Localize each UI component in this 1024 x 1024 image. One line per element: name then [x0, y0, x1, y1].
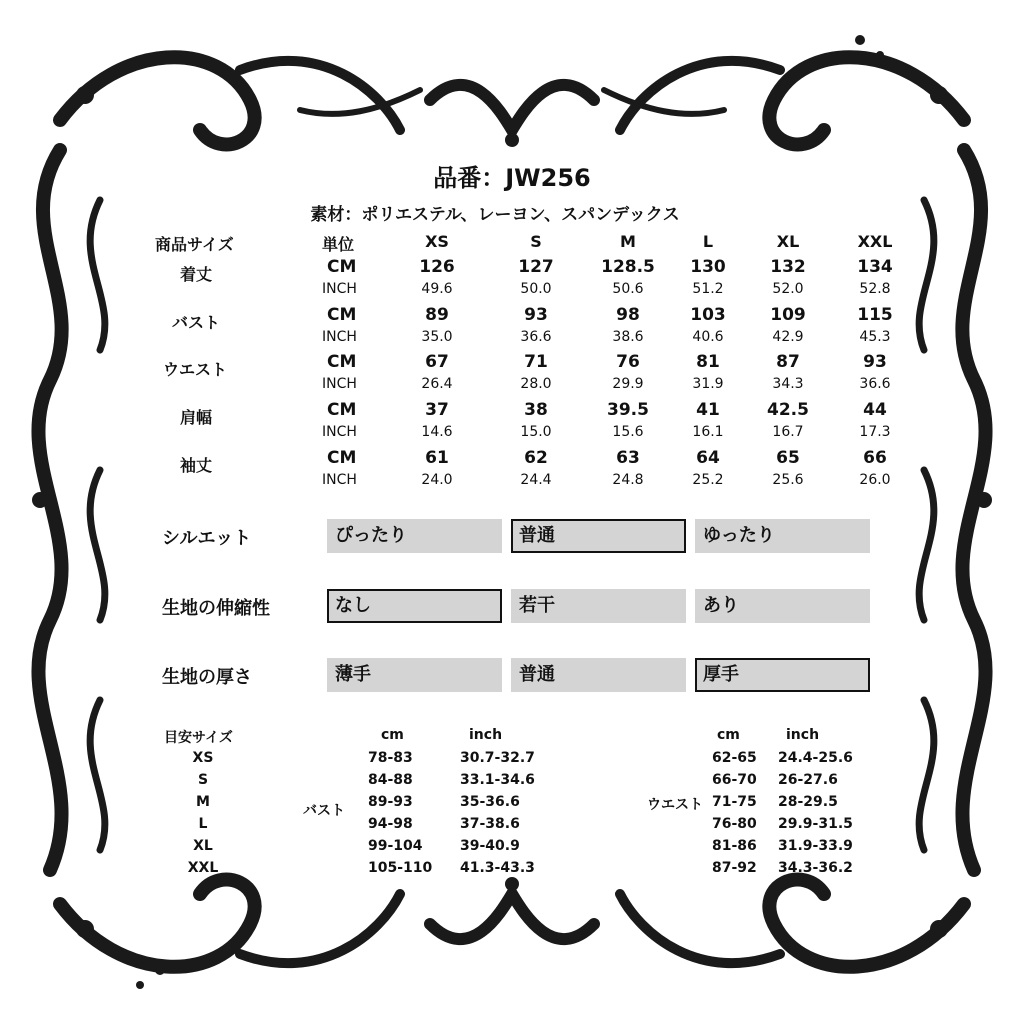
attribute-option: あり [695, 589, 870, 623]
cm-value: 128.5 [601, 257, 655, 277]
guide-size: XL [193, 838, 213, 854]
waist-cm-value: 62-65 [712, 750, 757, 766]
cm-value: 61 [425, 448, 449, 468]
measure-label: 肩幅 [180, 408, 213, 427]
attribute-option: 若干 [511, 589, 686, 623]
inch-value: 36.6 [859, 376, 891, 392]
cm-value: 38 [524, 400, 548, 420]
inch-value: 40.6 [692, 329, 724, 345]
cm-value: 93 [524, 305, 548, 325]
unit-cm-label: CM [327, 305, 357, 325]
bust-cm-value: 99-104 [368, 838, 423, 854]
inch-value: 15.6 [612, 424, 644, 440]
bust-cm-value: 89-93 [368, 794, 413, 810]
inch-value: 35.0 [421, 329, 453, 345]
unit-header-label: 単位 [322, 235, 355, 254]
cm-value: 115 [857, 305, 893, 325]
cm-value: 109 [770, 305, 806, 325]
bust-inch-header: inch [469, 727, 503, 743]
inch-value: 34.3 [772, 376, 804, 392]
inch-value: 24.0 [421, 472, 453, 488]
attribute-label: 生地の伸縮性 [162, 598, 270, 619]
cm-value: 127 [518, 257, 554, 277]
bust-cm-header: cm [381, 727, 404, 743]
unit-cm-label: CM [327, 400, 357, 420]
unit-cm-label: CM [327, 352, 357, 372]
cm-value: 65 [776, 448, 800, 468]
cm-value: 39.5 [607, 400, 649, 420]
cm-value: 87 [776, 352, 800, 372]
inch-value: 50.6 [612, 281, 644, 297]
inch-value: 26.4 [421, 376, 453, 392]
bust-cm-value: 105-110 [368, 860, 433, 876]
size-column-header: XS [425, 232, 449, 251]
cm-value: 37 [425, 400, 449, 420]
bust-inch-value: 37-38.6 [460, 816, 520, 832]
guide-size: XS [192, 750, 214, 766]
inch-value: 45.3 [859, 329, 891, 345]
inch-value: 25.2 [692, 472, 724, 488]
product-code-title: 品番：JW256 [433, 164, 591, 192]
cm-value: 66 [863, 448, 887, 468]
size-column-header: M [620, 232, 636, 251]
inch-value: 52.0 [772, 281, 804, 297]
inch-value: 50.0 [520, 281, 552, 297]
waist-cm-value: 81-86 [712, 838, 757, 854]
bust-inch-value: 39-40.9 [460, 838, 520, 854]
waist-cm-header: cm [717, 727, 740, 743]
unit-inch-label: INCH [322, 281, 357, 297]
cm-value: 62 [524, 448, 548, 468]
inch-value: 29.9 [612, 376, 644, 392]
waist-cm-value: 87-92 [712, 860, 757, 876]
inch-value: 24.4 [520, 472, 552, 488]
cm-value: 126 [419, 257, 455, 277]
unit-inch-label: INCH [322, 376, 357, 392]
unit-cm-label: CM [327, 448, 357, 468]
waist-inch-value: 28-29.5 [778, 794, 838, 810]
waist-cm-value: 76-80 [712, 816, 757, 832]
cm-value: 76 [616, 352, 640, 372]
attribute-option-selected: 普通 [511, 519, 686, 553]
waist-inch-value: 24.4-25.6 [778, 750, 853, 766]
inch-value: 15.0 [520, 424, 552, 440]
unit-inch-label: INCH [322, 329, 357, 345]
bust-label: バスト [303, 803, 345, 819]
waist-inch-value: 34.3-36.2 [778, 860, 853, 876]
guide-size: L [198, 816, 208, 832]
attribute-option: ぴったり [327, 519, 502, 553]
inch-value: 25.6 [772, 472, 804, 488]
guide-size: S [197, 772, 209, 788]
inch-value: 24.8 [612, 472, 644, 488]
waist-inch-value: 31.9-33.9 [778, 838, 853, 854]
cm-value: 134 [857, 257, 893, 277]
cm-value: 93 [863, 352, 887, 372]
bust-cm-value: 94-98 [368, 816, 413, 832]
cm-value: 44 [863, 400, 887, 420]
bust-cm-value: 84-88 [368, 772, 413, 788]
material-text: 素材：ポリエステル、レーヨン、スパンデックス [310, 205, 680, 225]
measure-label: バスト [172, 313, 221, 332]
guide-size: XXL [187, 860, 219, 876]
cm-value: 67 [425, 352, 449, 372]
inch-value: 42.9 [772, 329, 804, 345]
cm-value: 41 [696, 400, 720, 420]
bust-inch-value: 35-36.6 [460, 794, 520, 810]
cm-value: 98 [616, 305, 640, 325]
size-column-header: S [530, 232, 542, 251]
attribute-option: ゆったり [695, 519, 870, 553]
inch-value: 51.2 [692, 281, 724, 297]
bust-inch-value: 30.7-32.7 [460, 750, 535, 766]
inch-value: 52.8 [859, 281, 891, 297]
waist-inch-value: 29.9-31.5 [778, 816, 853, 832]
measure-label: 袖丈 [180, 456, 213, 475]
inch-value: 16.7 [772, 424, 804, 440]
attribute-label: 生地の厚さ [162, 667, 252, 688]
cm-value: 103 [690, 305, 726, 325]
inch-value: 28.0 [520, 376, 552, 392]
size-column-header: XL [776, 232, 800, 251]
attribute-option: 普通 [511, 658, 686, 692]
attribute-option-selected: なし [327, 589, 502, 623]
size-column-header: L [702, 232, 714, 251]
inch-value: 36.6 [520, 329, 552, 345]
measure-label: ウエスト [163, 360, 228, 379]
inch-value: 14.6 [421, 424, 453, 440]
guide-size: M [196, 794, 210, 810]
attribute-label: シルエット [162, 528, 252, 549]
inch-value: 16.1 [692, 424, 724, 440]
cm-value: 130 [690, 257, 726, 277]
cm-value: 64 [696, 448, 720, 468]
bust-cm-value: 78-83 [368, 750, 413, 766]
inch-value: 17.3 [859, 424, 891, 440]
inch-value: 38.6 [612, 329, 644, 345]
cm-value: 63 [616, 448, 640, 468]
unit-cm-label: CM [327, 257, 357, 277]
waist-cm-value: 66-70 [712, 772, 757, 788]
cm-value: 42.5 [767, 400, 809, 420]
inch-value: 49.6 [421, 281, 453, 297]
size-header-label: 商品サイズ [155, 235, 234, 254]
cm-value: 71 [524, 352, 548, 372]
waist-label: ウエスト [647, 797, 703, 813]
inch-value: 31.9 [692, 376, 724, 392]
measure-label: 着丈 [180, 265, 213, 284]
size-column-header: XXL [857, 232, 893, 251]
bust-inch-value: 33.1-34.6 [460, 772, 535, 788]
inch-value: 26.0 [859, 472, 891, 488]
waist-inch-header: inch [786, 727, 820, 743]
cm-value: 81 [696, 352, 720, 372]
unit-inch-label: INCH [322, 472, 357, 488]
guide-title: 目安サイズ [164, 730, 233, 746]
cm-value: 89 [425, 305, 449, 325]
waist-cm-value: 71-75 [712, 794, 757, 810]
waist-inch-value: 26-27.6 [778, 772, 838, 788]
attribute-option: 薄手 [327, 658, 502, 692]
bust-inch-value: 41.3-43.3 [460, 860, 535, 876]
attribute-option-selected: 厚手 [695, 658, 870, 692]
cm-value: 132 [770, 257, 806, 277]
unit-inch-label: INCH [322, 424, 357, 440]
